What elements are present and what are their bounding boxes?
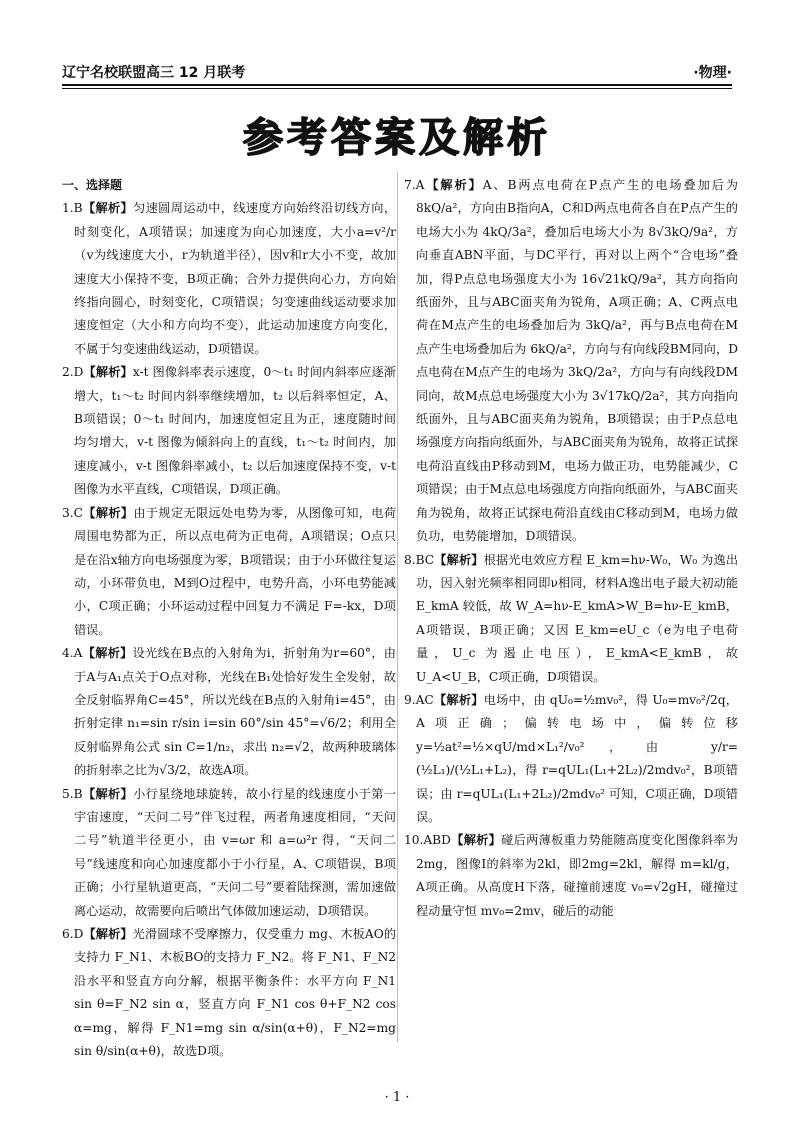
header-rule-thin: [62, 88, 732, 89]
exam-name: 辽宁名校联盟高三 12 月联考: [62, 65, 246, 81]
answer-item: [62, 642, 396, 782]
answer-item: [404, 689, 738, 829]
answer-text: 匀速圆周运动中，线速度方向始终沿切线方向，时刻变化，A项错误；加速度为向心加速度，大小a=v²/r（v为线速度大小，r为轨道半径），因v和r大小不变，故加速度大小保持不变，B项正确；合外力提供向心力，方向始终指向圆心，时刻变化，C项错误；匀变速曲线运动要求加速度恒定（大小和方向均不变），此运动加速度方向变化，不属于匀变速曲线运动，D项错误。: [74, 201, 397, 356]
analysis-tag: 【解析】: [82, 646, 133, 661]
analysis-tag: 【解析】: [424, 178, 483, 192]
right-column: [404, 174, 738, 923]
answer-text: 设光线在B点的入射角为i，折射角为r=60°，由于A与A₁点关于O点对称，光线在B₁处恰好发生全发射，故全反射临界角C=45°，所以光线在B点的入射角i=45°，由折射定律 n₁=sin r/sin i=sin 60°/sin 45°=√6/2；利用全反射临界角公式 sin C=1/n₂，求出 n₂=√2，故两种玻璃体的折射率之比为√3/2，故选A项。: [74, 646, 396, 778]
answer-text: A、B两点电荷在P点产生的电场叠加后为 8kQ/a²，方向由B指向A，C和D两点电荷各自在P点产生的电场大小为 4kQ/3a²，叠加后电场大小为 8√3kQ/9a²，方向垂直ABN平面，与DC平行，再对以上两个“合电场”叠加，得P点总电场强度大小为 16√21kQ/9a²，其方向指向纸面外，且与ABC面夹角为锐角，A项正确；A、C两点电荷在M点产生的电场叠加后为 3kQ/a²，再与B点电荷在M点产生电场叠加后为 6kQ/a²，方向与有向线段BM同向，D点电荷在M点产生的电场为 3kQ/2a²，方向与有向线段DM同向，故M点总电场强度大小为 3√17kQ/2a²，其方向指向纸面外，且与ABC面夹角为锐角，B项错误；由于P点总电场强度方向指向纸面外，与ABC面夹角为锐角，故将正试探电荷沿直线由P移动到M，电场力做正功，电势能减少，C项错误；由于M点总电场强度方向指向纸面外，与ABC面夹角为锐角，故将正试探电荷沿直线由C移动到M，电场力做负功，电势能增加，D项错误。: [416, 178, 738, 544]
answer-item: [62, 923, 396, 1063]
answer-number: 1.B: [62, 201, 83, 216]
column-divider: [397, 172, 398, 1042]
analysis-tag: 【解析】: [83, 365, 133, 380]
analysis-tag: 【解析】: [82, 786, 134, 801]
page-header: [62, 62, 732, 84]
analysis-tag: 【解析】: [433, 692, 484, 707]
page-number: · 1 ·: [384, 1090, 410, 1105]
answer-number: 4.A: [62, 646, 83, 661]
answer-item: [62, 361, 396, 501]
header-rule-thick: [62, 84, 732, 86]
answer-number: 3.C: [62, 505, 83, 520]
answer-text: 小行星绕地球旋转，故小行星的线速度小于第一宇宙速度，“天问二号”伴飞过程，两者角速度相同，“天问二号”轨道半径更小，由 v=ωr 和 a=ω²r 得，“天问二号”线速度和向心加速度都小于小行星，A、C项错误，B项正确；小行星轨道更高，“天问二号”要着陆探测，需加速做离心运动，故需要向后喷出气体做加速运动，D项错误。: [74, 786, 397, 918]
analysis-tag: 【解析】: [434, 552, 484, 567]
answer-text: 光滑圆球不受摩擦力，仅受重力 mg、木板AO的支持力 F_N1、木板BO的支持力 F_N2。将 F_N1、F_N2 沿水平和竖直方向分解，根据平衡条件：水平方向 F_N1 sin θ=F_N2 sin α，竖直方向 F_N1 cos θ+F_N2 cos α=mg，解得 F_N1=mg sin α/sin(α+θ)，F_N2=mg sin θ/sin(α+θ)，故选D项。: [74, 927, 397, 1059]
analysis-tag: 【解析】: [82, 505, 134, 520]
answer-number: 6.D: [62, 927, 84, 941]
answer-item: [404, 549, 738, 689]
answer-number: 9.AC: [404, 692, 434, 707]
page-title: 参考答案及解析: [0, 106, 794, 163]
analysis-tag: 【解析】: [82, 201, 134, 216]
answer-number: 2.D: [62, 365, 84, 380]
analysis-tag: 【解析】: [450, 833, 502, 848]
answer-text: 电场中，由 qU₀=½mv₀²，得 U₀=mv₀²/2q，A项正确；偏转电场中，偏转位移 y=½at²=½×qU/md×L₁²/v₀²，由 y/r=(½L₁)/(½L₁+L₂)，得 r=qUL₁(L₁+2L₂)/2mdv₀²，B项错误；由 r=qUL₁(L₁+2L₂)/2mdv₀² 可知，C项正确，D项错误。: [416, 692, 738, 824]
answer-item: [404, 829, 738, 923]
answer-item: [404, 174, 738, 549]
analysis-tag: 【解析】: [83, 927, 133, 941]
answer-number: 10.ABD: [404, 833, 451, 848]
answer-text: 由于规定无限远处电势为零，从图像可知，电荷周围电势都为正，所以点电荷为正电荷，A项错误；O点只是在沿x轴方向电场强度为零，B项错误；由于小环做往复运动，小环带负电，M到O过程中，电势升高，小环电势能减小，C项正确；小环运动过程中回复力不满足 F=-kx，D项错误。: [74, 505, 397, 637]
answer-number: 7.A: [404, 178, 425, 192]
left-column: [62, 174, 396, 1063]
answer-number: 5.B: [62, 786, 83, 801]
answer-text: x-t 图像斜率表示速度，0～t₁ 时间内斜率应逐渐增大，t₁～t₂ 时间内斜率继续增加，t₂ 以后斜率恒定，A、B项错误；0～t₁ 时间内，加速度恒定且为正，速度随时间均匀增大，v-t 图像为倾斜向上的直线，t₁～t₂ 时间内，加速度减小，v-t 图像斜率减小，t₂ 以后加速度保持不变，v-t 图像为水平直线，C项错误，D项正确。: [74, 365, 396, 497]
answer-item: [62, 502, 396, 642]
answer-number: 8.BC: [404, 552, 435, 567]
answer-item: [62, 783, 396, 923]
answer-item: [62, 197, 396, 361]
section-heading: 一、选择题: [62, 178, 123, 192]
answer-text: 碰后两薄板重力势能随高度变化图像斜率为2mg，图像Ⅰ的斜率为2kl，即2mg=2kl，解得 m=kl/g，A项正确。从高度H下落，碰撞前速度 v₀=√2gH，碰撞过程动量守恒 mv₀=2mv，碰后的动能: [416, 833, 739, 918]
subject-label: ·物理·: [693, 65, 732, 81]
answer-text: 根据光电效应方程 E_km=hν-W₀，W₀ 为逸出功，因入射光频率相同即ν相同，材料A逸出电子最大初动能 E_kmA 较低，故 W_A=hν-E_kmA>W_B=hν-E_kmB，A项错误，B项正确；又因 E_km=eU_c（e为电子电荷量，U_c 为遏止电压），E_kmA<E_kmB，故 U_A<U_B，C项正确，D项错误。: [416, 552, 739, 684]
